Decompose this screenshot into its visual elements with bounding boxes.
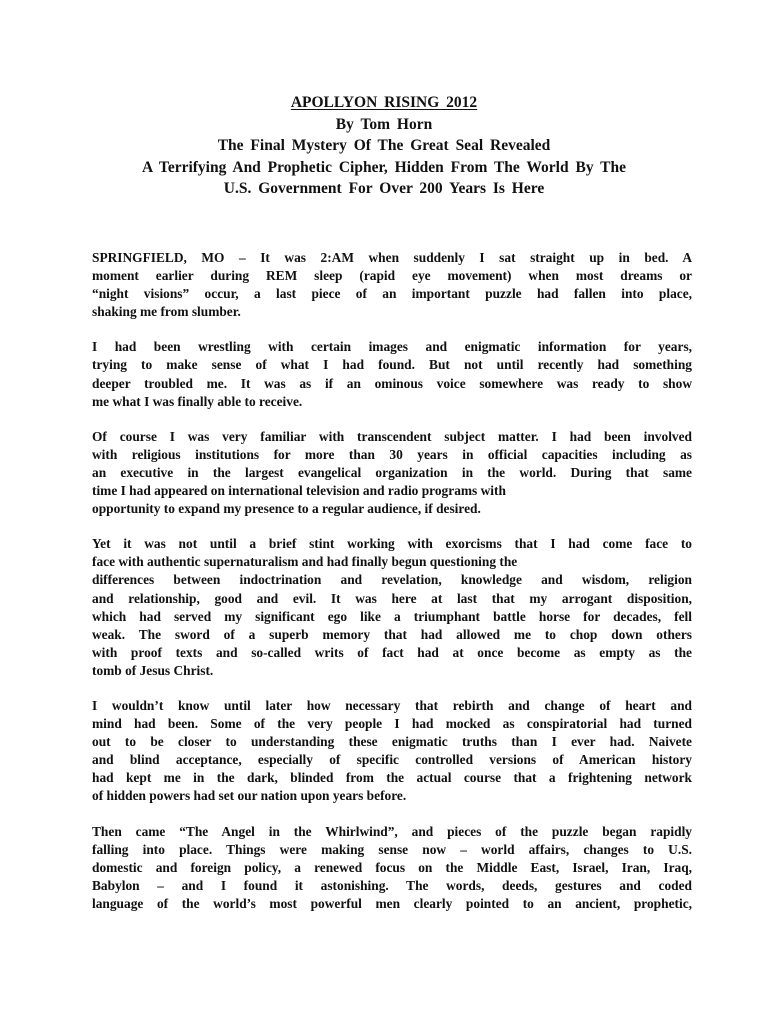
- text-line: opportunity to expand my presence to a regular audience, if desired.: [92, 501, 481, 517]
- text-line: I wouldn’t know until later how necessary that rebirth and change of heart and: [92, 697, 692, 713]
- text-line: of hidden powers had set our nation upon years before.: [92, 788, 407, 804]
- author-byline: By Tom Horn: [335, 115, 433, 133]
- text-line: Of course I was very familiar with transcendent subject matter. I had been involved: [92, 428, 692, 444]
- text-line: SPRINGFIELD, MO – It was 2:AM when suddenly I sat straight up in bed. A: [92, 250, 692, 265]
- paragraph: [92, 697, 692, 806]
- paragraph: [92, 428, 692, 518]
- text-line: trying to make sense of what I had found. But not until recently had something: [92, 357, 692, 373]
- text-line: falling into place. Things were making sense now – world affairs, changes to U.S.: [92, 841, 692, 857]
- document-subtitle: The Final Mystery Of The Great Seal Revealed: [217, 137, 551, 154]
- text-line: which had served my significant ego like a triumphant battle horse for decades, fell: [92, 608, 692, 624]
- text-line: tomb of Jesus Christ.: [92, 662, 214, 678]
- tagline-line-2: U.S. Government For Over 200 Years Is Here: [223, 180, 545, 197]
- text-line: Babylon – and I found it astonishing. The words, deeds, gestures and coded: [92, 877, 692, 893]
- text-line: and relationship, good and evil. It was here at last that my arrogant disposition,: [92, 590, 692, 606]
- document-title: APOLLYON RISING 2012: [290, 94, 478, 111]
- text-line: “night visions” occur, a last piece of an important puzzle had fallen into place,: [92, 286, 692, 302]
- text-line: moment earlier during REM sleep (rapid eye movement) when most dreams or: [92, 268, 692, 284]
- text-line: me what I was finally able to receive.: [92, 393, 303, 409]
- text-line: out to be closer to understanding these enigmatic truths than I ever had. Naivete: [92, 734, 692, 750]
- text-line: Yet it was not until a brief stint working with exorcisms that I had come face to: [92, 536, 692, 552]
- text-line: an executive in the largest evangelical organization in the world. During that same: [92, 464, 692, 480]
- tagline-line-1: A Terrifying And Prophetic Cipher, Hidden From The World By The: [141, 158, 627, 176]
- text-line: Then came “The Angel in the Whirlwind”, and pieces of the puzzle began rapidly: [92, 823, 692, 839]
- paragraph: [92, 535, 692, 680]
- text-line: and blind acceptance, especially of specific controlled versions of American history: [92, 752, 692, 768]
- text-line: face with authentic supernaturalism and had finally begun questioning the: [92, 554, 518, 570]
- text-line: mind had been. Some of the very people I had mocked as conspiratorial had turned: [92, 716, 692, 732]
- paragraph: [92, 249, 692, 321]
- text-line: I had been wrestling with certain images and enigmatic information for years,: [92, 339, 692, 355]
- paragraph: [92, 338, 692, 410]
- text-line: differences between indoctrination and revelation, knowledge and wisdom, religion: [92, 572, 692, 588]
- text-line: weak. The sword of a superb memory that had allowed me to chop down others: [92, 626, 692, 642]
- paragraph: [92, 823, 692, 913]
- text-line: deeper troubled me. It was as if an ominous voice somewhere was ready to show: [92, 375, 692, 391]
- text-line: with religious institutions for more than 30 years in official capacities including as: [92, 446, 692, 462]
- document-header: [60, 92, 708, 200]
- text-line: with proof texts and so-called writs of fact had at once become as empty as the: [92, 644, 692, 660]
- text-line: shaking me from slumber.: [92, 304, 241, 320]
- text-line: language of the world’s most powerful men clearly pointed to an ancient, prophetic,: [92, 895, 692, 911]
- text-line: domestic and foreign policy, a renewed focus on the Middle East, Israel, Iran, Iraq,: [92, 859, 692, 875]
- text-line: time I had appeared on international television and radio programs with: [92, 483, 506, 499]
- document-body: [92, 249, 692, 913]
- text-line: had kept me in the dark, blinded from the actual course that a frightening network: [92, 770, 692, 786]
